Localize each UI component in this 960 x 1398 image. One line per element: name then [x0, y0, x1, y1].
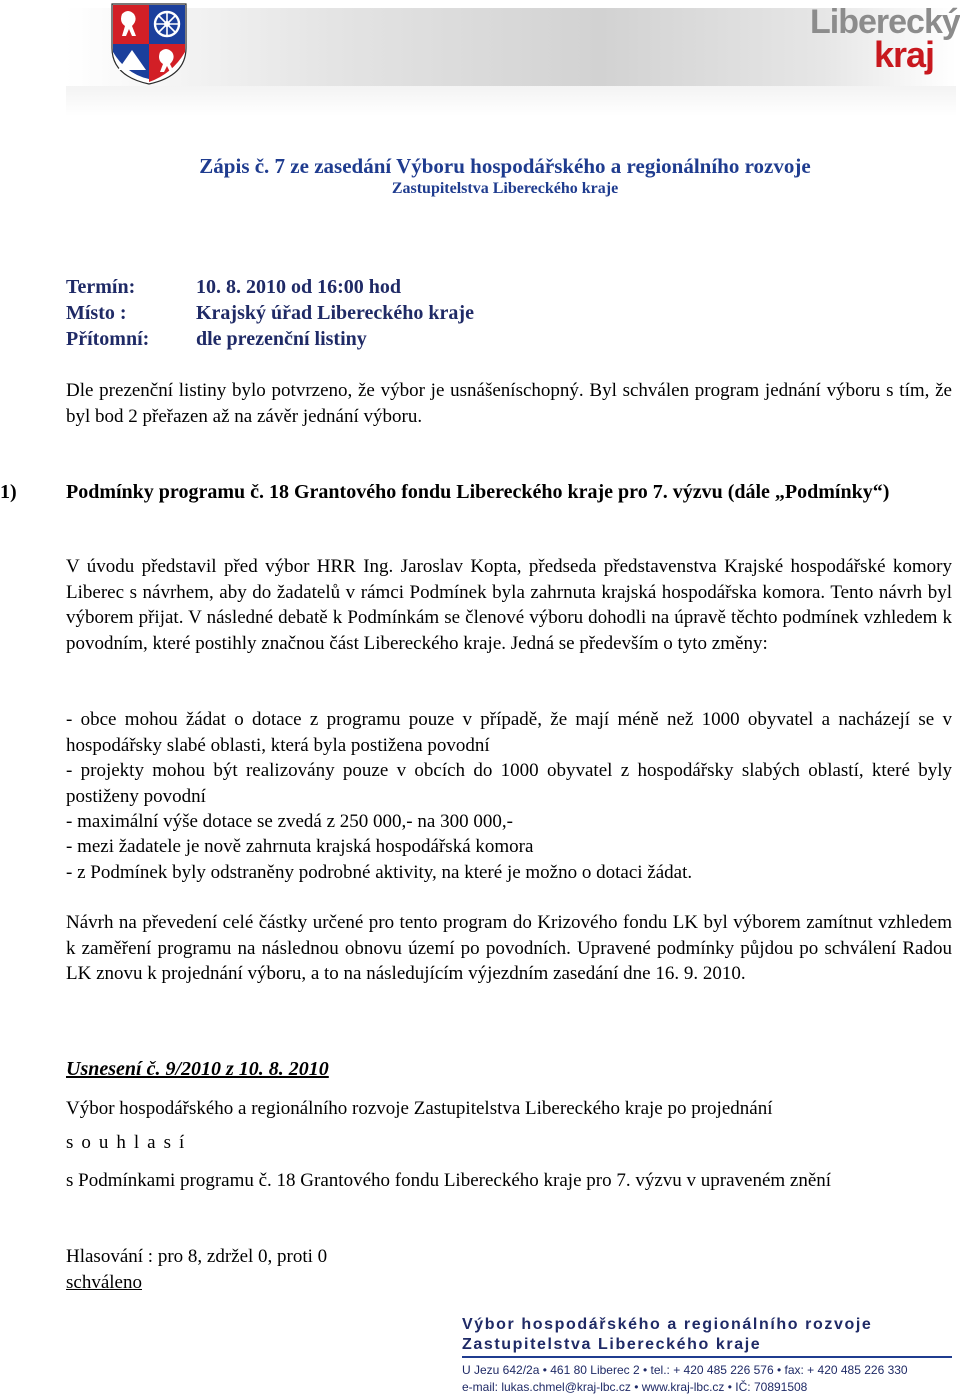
change-item: - projekty mohou být realizovány pouze v obcích do 1000 obyvatel z hospodářsky slabých oblastí, které byly postiženy povodní	[66, 760, 952, 807]
term-value: 10. 8. 2010 od 16:00 hod	[196, 276, 402, 298]
place-value: Krajský úřad Libereckého kraje	[196, 302, 474, 324]
item-number: 1)	[0, 481, 17, 503]
logo-line-2: kraj	[874, 34, 935, 75]
present-value: dle prezenční listiny	[196, 328, 367, 350]
header-fade	[66, 86, 956, 116]
liberecky-kraj-logo	[810, 3, 960, 76]
approved-label	[66, 1270, 952, 1296]
document-subtitle: Zastupitelstva Libereckého kraje	[391, 180, 619, 197]
resolution-agrees: souhlasí	[66, 1132, 193, 1153]
change-item: - mezi žadatele je nově zahrnuta krajská hospodářská komora	[66, 836, 534, 857]
document-title: Zápis č. 7 ze zasedání Výboru hospodářského a regionálního rozvoje	[199, 154, 811, 178]
footer-committee: Výbor hospodářského a regionálního rozvoje	[462, 1316, 873, 1333]
resolution-body: Výbor hospodářského a regionálního rozvoje Zastupitelstva Libereckého kraje po projednání	[66, 1098, 773, 1119]
item-paragraph: V úvodu představil před výbor HRR Ing. Jaroslav Kopta, předseda představenstva Krajské hospodářské komory Liberec s návrhem, aby do žadatelů v rámci Podmínek byla zahrnuta krajská hospodářska komora. Tento návrh byl výborem přijat. V následné debatě k Podmínkám se členové výboru dohodli na úpravě těchto podmínek vzhledem k povodním, které postihly značnou část Libereckého kraje. Jedná se především o tyto změny:	[66, 556, 952, 654]
footer-address: U Jezu 642/2a • 461 80 Liberec 2 • tel.: + 420 485 226 576 • fax: + 420 485 226 330	[462, 1363, 908, 1377]
footer-contact: e-mail: lukas.chmel@kraj-lbc.cz • www.kraj-lbc.cz • IČ: 70891508	[462, 1380, 808, 1394]
vote-result: Hlasování : pro 8, zdržel 0, proti 0	[66, 1246, 328, 1267]
proposal-paragraph: Návrh na převedení celé částky určené pro tento program do Krizového fondu LK byl výborem zamítnut vzhledem k zaměření programu na následnou obnovu území po povodních. Upravené podmínky půjdou po schválení Radou LK znovu k projednání výboru, a to na následujícím výjezdním zasedání dne 16. 9. 2010.	[66, 912, 952, 984]
present-label: Přítomní:	[66, 328, 150, 350]
intro-paragraph: Dle prezenční listiny bylo potvrzeno, že výbor je usnášeníschopný. Byl schválen program jednání výboru s tím, že byl bod 2 přeřazen až na závěr jednání výboru.	[66, 380, 952, 427]
footer-divider	[462, 1356, 952, 1358]
change-item: - z Podmínek byly odstraněny podrobné aktivity, na které je možno o dotaci žádat.	[66, 862, 693, 883]
change-item: - maximální výše dotace se zvedá z 250 000,- na 300 000,-	[66, 811, 513, 832]
item-title: Podmínky programu č. 18 Grantového fondu Libereckého kraje pro 7. výzvu (dále „Podmínky“)	[66, 481, 890, 503]
footer-council: Zastupitelstva Libereckého kraje	[462, 1336, 762, 1353]
resolution-with-text: s Podmínkami programu č. 18 Grantového fondu Libereckého kraje pro 7. výzvu v upraveném znění	[66, 1170, 832, 1191]
change-item: - obce mohou žádat o dotace z programu pouze v případě, že mají méně než 1000 obyvatel a nacházejí se v hospodářsky slabé oblasti, která byla postižena povodní	[66, 709, 952, 756]
term-label: Termín:	[66, 276, 136, 298]
resolution-title: Usnesení č. 9/2010 z 10. 8. 2010	[66, 1058, 329, 1080]
logo-line-1: Liberecký	[810, 3, 960, 41]
coat-of-arms-icon	[108, 2, 190, 86]
approved-text: schváleno	[66, 1272, 142, 1293]
place-label: Místo :	[66, 302, 127, 324]
